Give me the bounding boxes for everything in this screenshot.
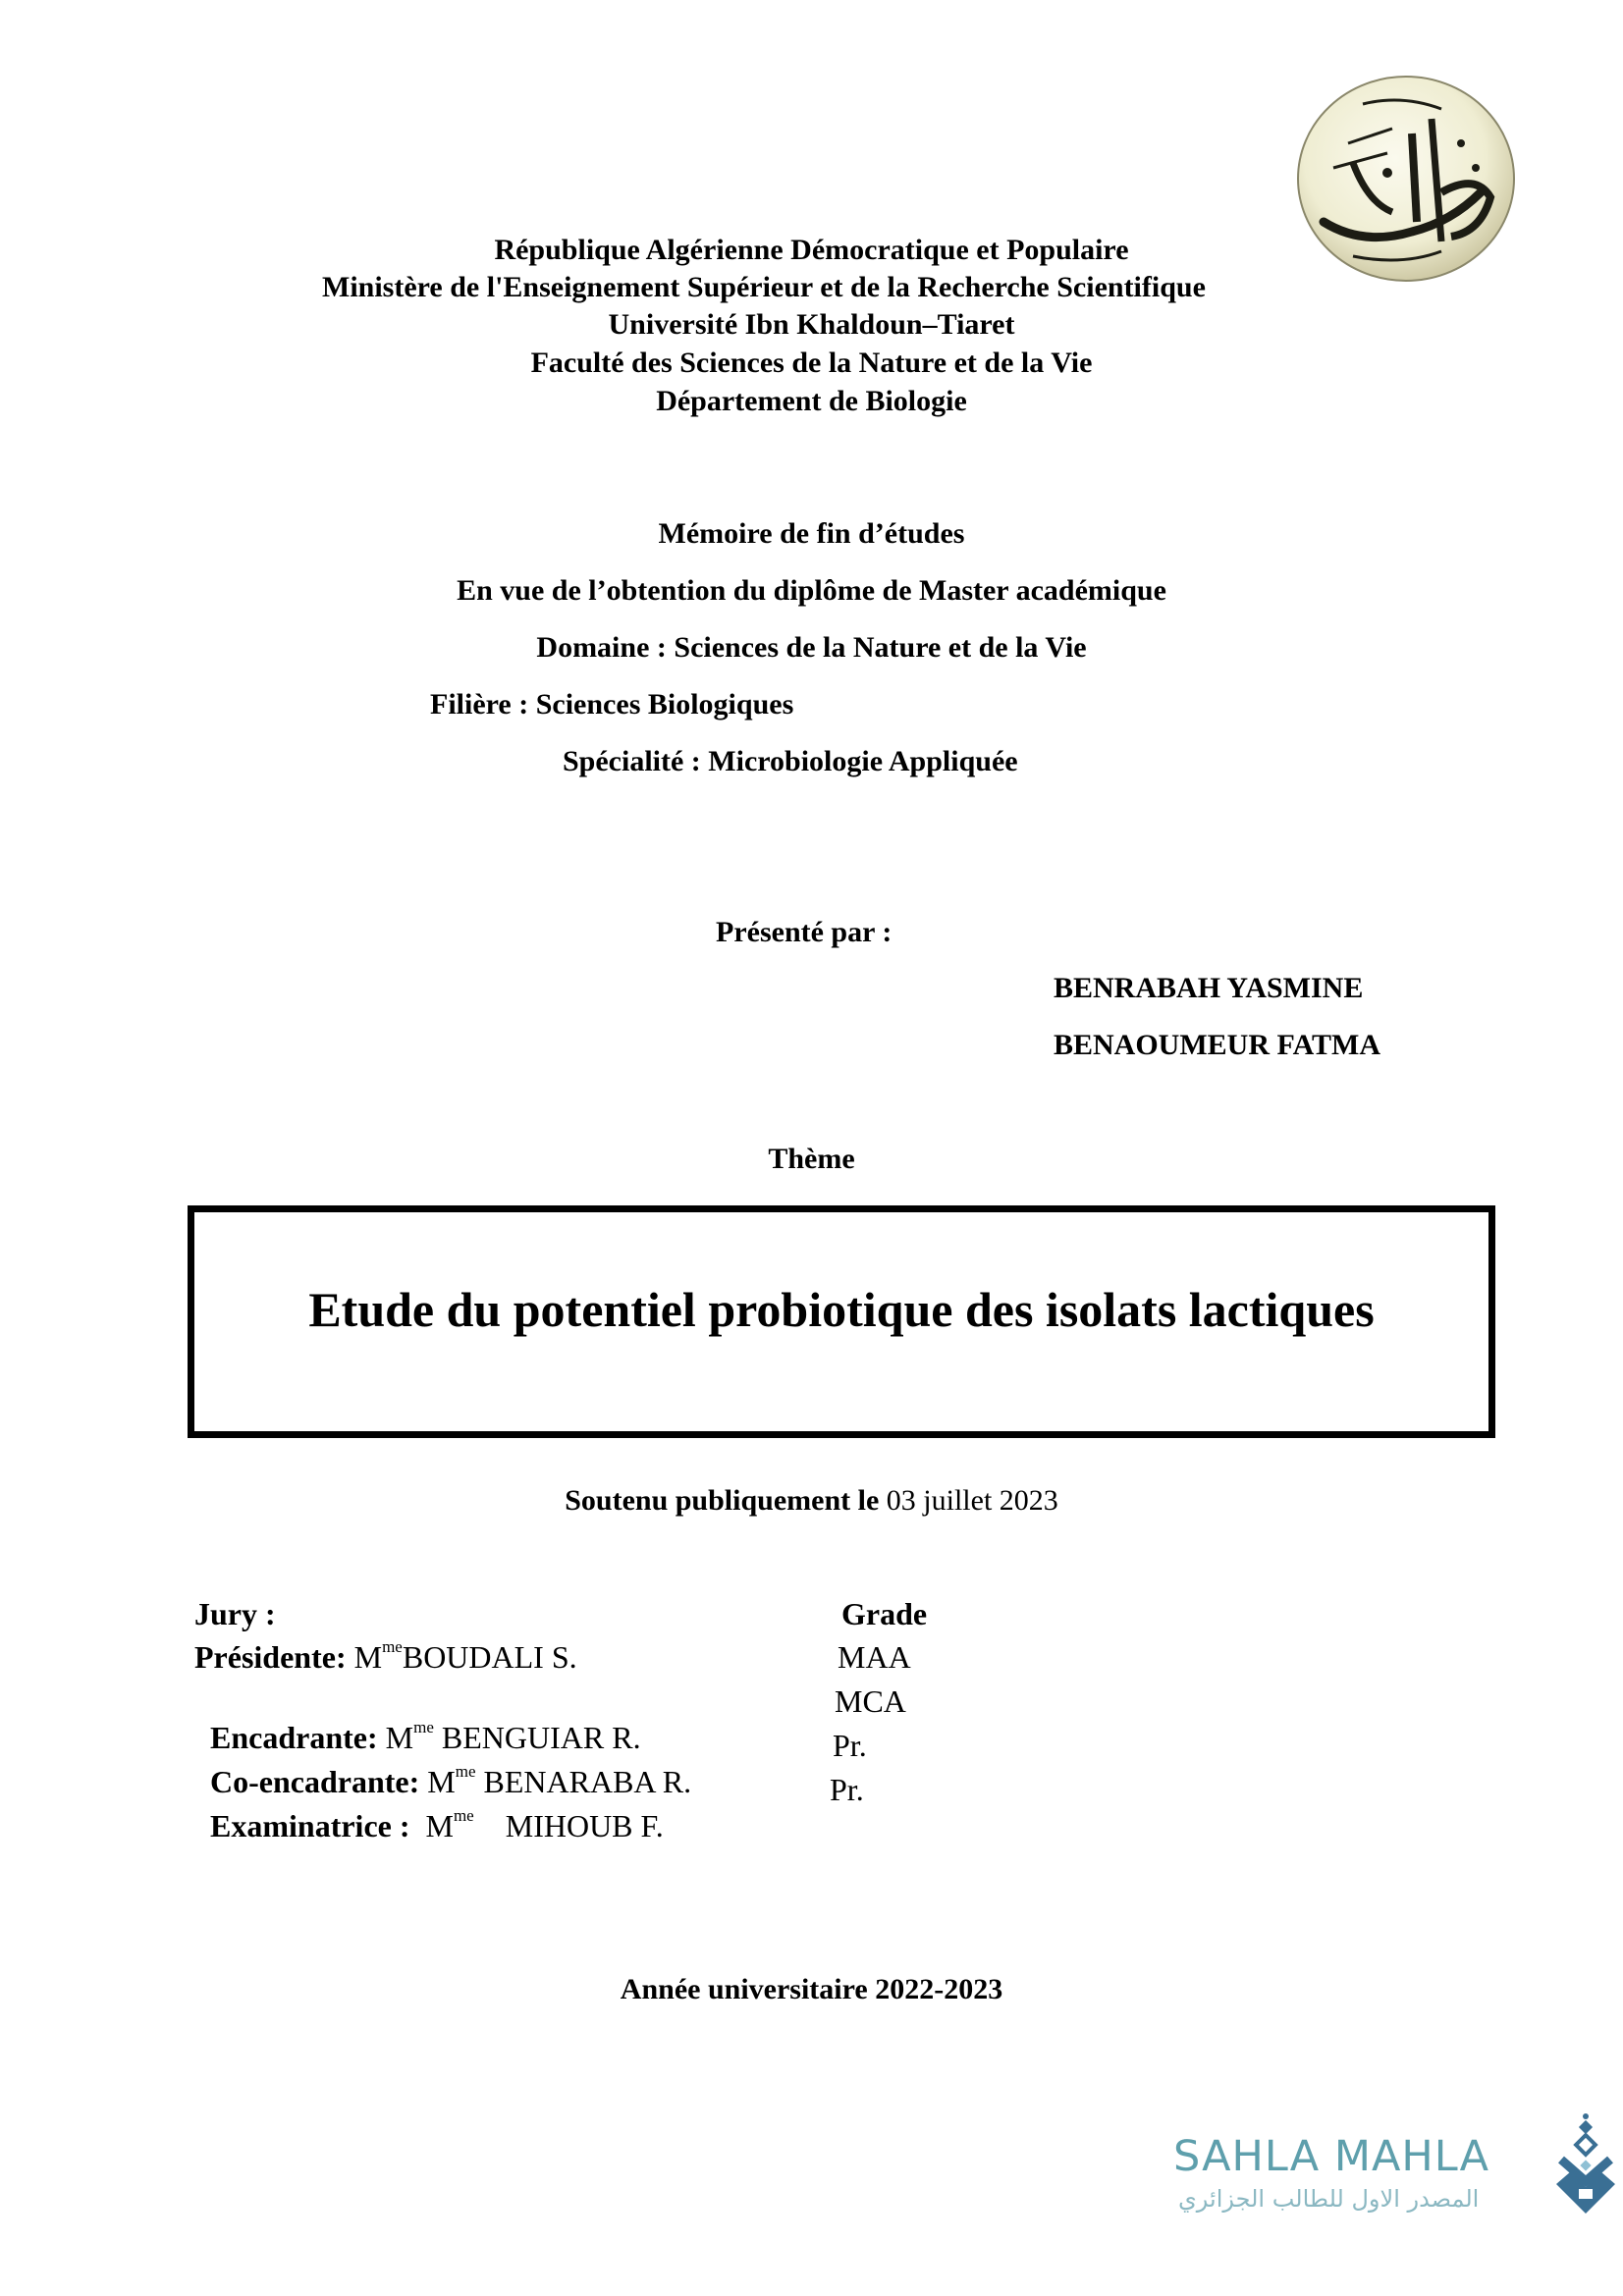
- header-republic: République Algérienne Démocratique et Populaire: [494, 234, 1129, 266]
- jury-grade: Pr.: [830, 1772, 864, 1807]
- jury-role: Présidente:: [194, 1639, 347, 1675]
- memoire-filiere: Filière : Sciences Biologiques: [430, 688, 794, 721]
- author-2: BENAOUMEUR FATMA: [1054, 1029, 1381, 1061]
- memoire-purpose: En vue de l’obtention du diplôme de Master académique: [457, 574, 1166, 607]
- jury-title: M: [427, 1764, 456, 1799]
- watermark-brand: SAHLA MAHLA: [1173, 2132, 1490, 2181]
- jury-member-row: [194, 1772, 664, 1844]
- jury-name: MIHOUB F.: [473, 1808, 664, 1843]
- memoire-specialite: Spécialité : Microbiologie Appliquée: [563, 745, 1018, 777]
- grade-label: Grade: [841, 1596, 928, 1631]
- watermark-tagline: المصدر الاول للطالب الجزائري: [1178, 2185, 1480, 2213]
- author-1: BENRABAH YASMINE: [1054, 972, 1364, 1004]
- header-faculty: Faculté des Sciences de la Nature et de la Vie: [530, 347, 1093, 379]
- thesis-title: Etude du potentiel probiotique des isolats lactiques: [308, 1282, 1375, 1337]
- defense-line: [0, 1484, 1623, 1518]
- memoire-domaine: Domaine : Sciences de la Nature et de la Vie: [536, 631, 1087, 664]
- theme-label: Thème: [768, 1143, 855, 1175]
- jury-title-sup: me: [453, 1806, 474, 1825]
- jury-name: BENGUIAR R.: [433, 1720, 641, 1755]
- header-department: Département de Biologie: [656, 385, 967, 417]
- jury-title-sup: me: [413, 1718, 434, 1736]
- jury-grade: MCA: [835, 1683, 906, 1719]
- jury-name: BOUDALI S.: [402, 1639, 577, 1675]
- jury-name: BENARABA R.: [475, 1764, 692, 1799]
- memoire-type: Mémoire de fin d’études: [658, 517, 965, 550]
- header-university: Université Ibn Khaldoun–Tiaret: [608, 308, 1015, 341]
- jury-label: Jury :: [194, 1596, 276, 1631]
- defense-date: 03 juillet 2023: [886, 1484, 1058, 1517]
- jury-member-row: [194, 1639, 577, 1676]
- jury-role: Co-encadrante:: [210, 1764, 420, 1799]
- jury-title: M: [425, 1808, 454, 1843]
- header-ministry: Ministère de l'Enseignement Supérieur et de la Recherche Scientifique: [322, 271, 1206, 303]
- jury-title-sup: me: [382, 1637, 403, 1656]
- jury-role: Examinatrice :: [210, 1808, 410, 1843]
- jury-grade: MAA: [838, 1639, 911, 1675]
- presented-by-label: Présenté par :: [716, 916, 893, 948]
- jury-title: M: [385, 1720, 414, 1755]
- jury-role: Encadrante:: [210, 1720, 378, 1755]
- defense-label: Soutenu publiquement le: [565, 1484, 880, 1517]
- jury-title-sup: me: [455, 1762, 476, 1781]
- academic-year: Année universitaire 2022-2023: [620, 1973, 1003, 2005]
- jury-title: M: [353, 1639, 383, 1675]
- jury-grade: Pr.: [833, 1728, 867, 1763]
- watermark-logo-icon: [1551, 2110, 1620, 2218]
